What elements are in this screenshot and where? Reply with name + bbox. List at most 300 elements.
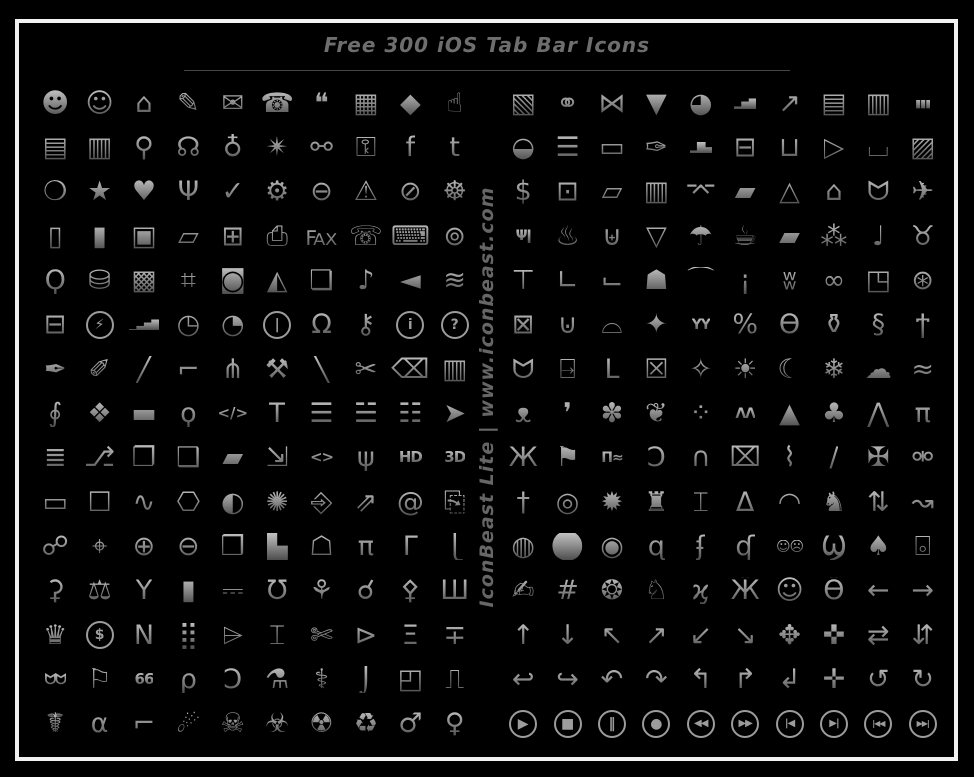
pool-ladder-icon: Π≈ bbox=[601, 449, 623, 466]
page-title: Free 300 iOS Tab Bar Icons bbox=[323, 33, 651, 57]
tablet-icon: ▮ bbox=[92, 220, 108, 252]
lock-icon: ⚿ bbox=[355, 132, 377, 164]
document-icon: ❑ bbox=[176, 442, 201, 474]
lightbulb-icon: ϙ bbox=[180, 398, 197, 430]
waste-bin-icon: ▥ bbox=[643, 176, 670, 208]
guitar-icon: ʄ bbox=[696, 531, 706, 563]
strategy-play-icon: ↝ bbox=[911, 486, 935, 518]
collapse-arrows-icon: ✜ bbox=[822, 619, 846, 651]
volume-icon: ◄ bbox=[399, 265, 421, 297]
code-block-icon: </> bbox=[217, 404, 249, 423]
crown-icon: ♛ bbox=[43, 619, 68, 651]
flashlight-icon: ⊳ bbox=[354, 619, 378, 651]
hanger-icon: ⌒ bbox=[687, 265, 715, 297]
stopwatch-icon: ◔ bbox=[220, 309, 245, 341]
film-strip-icon: ⌗ bbox=[180, 265, 196, 297]
dumbbell-icon: ⌶ bbox=[692, 486, 709, 518]
kitchen-utensils-icon: ⚳ bbox=[45, 575, 66, 607]
shuriken-icon: ✠ bbox=[867, 442, 890, 474]
tennis-ball-icon: ◍ bbox=[511, 531, 535, 563]
record-icon: ● bbox=[642, 710, 670, 738]
whistle-icon: ɋ bbox=[647, 531, 665, 563]
gear-icon: ⚙ bbox=[265, 176, 290, 208]
kettlebell-weight-icon: Δ bbox=[735, 486, 755, 518]
arrow-right-icon: → bbox=[911, 575, 935, 607]
mountains-icon: ΛΛ bbox=[735, 405, 755, 422]
car-icon: ᗢ bbox=[867, 176, 890, 208]
bomb-icon: ☄ bbox=[176, 708, 201, 740]
folder-icon: ▰ bbox=[222, 442, 244, 474]
eraser-icon: ⌫ bbox=[391, 353, 430, 385]
archive-binders-icon: ▮▮▮ bbox=[915, 96, 931, 110]
podium-ranking-icon: ▂█▄ bbox=[689, 141, 712, 155]
forklift-icon: ᒪ bbox=[604, 353, 620, 385]
info-circle-icon: i bbox=[396, 311, 424, 339]
lightning-circle-icon: ⚡ bbox=[86, 311, 114, 339]
play-icon: ▶ bbox=[509, 710, 537, 738]
clock-icon: ◷ bbox=[176, 309, 201, 341]
paperclip-icon: ∮ bbox=[48, 398, 63, 430]
radiation-icon: ☢ bbox=[309, 708, 334, 740]
tic-tac-toe-icon: # bbox=[556, 575, 579, 607]
champagne-glasses-icon: YY bbox=[691, 316, 710, 333]
calendar-icon: ▦ bbox=[353, 87, 379, 119]
picnic-table-icon: π bbox=[914, 398, 931, 430]
torch-icon: ϯ bbox=[915, 309, 930, 341]
email-icon: ✉ bbox=[221, 87, 245, 119]
turn-left-icon: ↰ bbox=[689, 664, 713, 696]
chip-icon: ▩ bbox=[131, 265, 157, 297]
car-side-icon: ᗢ bbox=[511, 353, 535, 385]
route-66-sign-icon: 66 bbox=[134, 670, 154, 689]
ocean-wave-icon: ⌇ bbox=[782, 442, 797, 474]
rooster-icon: ϗ bbox=[691, 575, 710, 607]
sketch-pad-icon: ✍ bbox=[511, 575, 535, 607]
sack-icon: Ʊ bbox=[266, 575, 288, 607]
arrow-up-icon: ↑ bbox=[511, 619, 535, 651]
organizer-icon: ▥ bbox=[865, 87, 892, 119]
fast-forward-icon: ▶▶ bbox=[731, 710, 759, 738]
brightness-icon: ✺ bbox=[265, 486, 289, 518]
music-note-icon: ♪ bbox=[357, 265, 375, 297]
swap-vertical-icon: ⇵ bbox=[911, 619, 935, 651]
biohazard-icon: ☣ bbox=[265, 708, 290, 740]
prohibited-icon: ⊘ bbox=[399, 176, 422, 208]
tent-icon: ⋀ bbox=[867, 398, 890, 430]
trophy-icon: Ψ bbox=[177, 176, 199, 208]
siren-alarm-icon: ❂ bbox=[600, 575, 624, 607]
previous-track-icon: |◀◀ bbox=[864, 710, 892, 738]
tshirt-icon: ⊤ bbox=[511, 265, 535, 297]
power-icon: | bbox=[263, 311, 291, 339]
man-figure-icon: ♂ bbox=[398, 708, 423, 740]
browser-window-icon: ❐ bbox=[131, 442, 157, 474]
scissors-icon: ✂ bbox=[354, 353, 378, 385]
fork-knife-icon: Ψǀ bbox=[515, 228, 531, 245]
title-divider bbox=[184, 70, 790, 71]
transform-icon: ⇲ bbox=[265, 442, 289, 474]
paint-roller-icon: ⌐ bbox=[177, 353, 200, 385]
share-nodes-icon: ☍ bbox=[41, 531, 69, 563]
amphora-icon: ⚱ bbox=[822, 309, 846, 341]
cigarette-icon: ⌐ bbox=[132, 708, 156, 740]
satellite-icon: ✧ bbox=[689, 353, 713, 385]
fountain-pen-icon: ✒ bbox=[43, 353, 67, 385]
flower-pot-icon: ⚘ bbox=[309, 575, 334, 607]
table-icon: π bbox=[357, 531, 375, 563]
tombstone-icon: ∩ bbox=[690, 442, 711, 474]
flag-icon: ⚑ bbox=[555, 442, 580, 474]
question-circle-icon: ? bbox=[441, 311, 469, 339]
signal-bars-icon: ▁▃▅▇ bbox=[129, 318, 159, 332]
trash-can-icon: ▥ bbox=[441, 353, 468, 385]
drawer-cabinet-icon: ☰ bbox=[555, 132, 580, 164]
boy-face-icon: ☺ bbox=[775, 575, 804, 607]
quotes-icon: ❝ bbox=[314, 87, 329, 119]
arrow-down-left-icon: ↙ bbox=[689, 619, 713, 651]
house-icon: ⌂ bbox=[825, 176, 843, 208]
sock-icon: ⌙ bbox=[600, 265, 624, 297]
align-left-icon: ☰ bbox=[309, 398, 334, 430]
bezier-curve-icon: ∿ bbox=[132, 486, 156, 518]
rewind-icon: ◀◀ bbox=[687, 710, 715, 738]
copy-stack-icon: ⎘ bbox=[443, 486, 466, 518]
drink-cup-icon: ⊎ bbox=[602, 220, 622, 252]
cube-icon: ⎔ bbox=[176, 486, 201, 518]
clapperboard-icon: ◭ bbox=[266, 265, 288, 297]
pine-tree-icon: ▲ bbox=[779, 398, 800, 430]
fax-icon: ℻ bbox=[305, 220, 338, 252]
arrow-left-icon: ← bbox=[867, 575, 890, 607]
user-male-icon: ☻ bbox=[41, 87, 70, 119]
mouse-icon: ⊚ bbox=[443, 220, 467, 252]
lifebuoy-icon: ☸ bbox=[442, 176, 467, 208]
heart-icon: ♥ bbox=[131, 176, 157, 208]
bottle-icon: ▮ bbox=[180, 575, 196, 607]
car-battery-icon: ∓ bbox=[443, 619, 467, 651]
pliers-icon: ✄ bbox=[310, 619, 333, 651]
uturn-up-icon: ↶ bbox=[600, 664, 624, 696]
twitter-icon: t bbox=[449, 132, 460, 164]
pipe-icon: ⎩ bbox=[444, 531, 465, 563]
pushpin-icon: ✑ bbox=[645, 132, 668, 164]
wrench-icon: ⋔ bbox=[221, 353, 245, 385]
elevator-icon: ⇅ bbox=[867, 486, 890, 518]
devil-face-icon: Ӫ bbox=[823, 575, 845, 607]
hierarchy-icon: ⎇ bbox=[84, 442, 116, 474]
chess-rook-icon: ♜ bbox=[644, 486, 669, 518]
pizza-slice-icon: ▽ bbox=[645, 220, 667, 252]
hose-icon: ☌ bbox=[356, 575, 375, 607]
thumbs-up-icon: ☝ bbox=[446, 87, 463, 119]
hand-stop-icon: ψ bbox=[357, 442, 375, 474]
tag-icon: ◆ bbox=[399, 87, 421, 119]
bar-chart-icon: ▂▅▇ bbox=[733, 96, 757, 110]
barrier-icon: Ξ bbox=[401, 619, 419, 651]
graduation-cap-icon: ✦ bbox=[645, 309, 668, 341]
printer-icon: ⎙ bbox=[266, 220, 288, 252]
minus-circle-dark-icon: ⊖ bbox=[177, 531, 200, 563]
racing-flags-icon: ⚐ bbox=[87, 664, 112, 696]
arrow-up-left-icon: ↖ bbox=[600, 619, 624, 651]
dog-icon: ♞ bbox=[821, 486, 847, 518]
plus-circle-icon: ⊕ bbox=[132, 531, 156, 563]
bullet-list-icon: ☷ bbox=[398, 398, 423, 430]
grapes-icon: ⁂ bbox=[820, 220, 848, 252]
eyedropper-icon: ╲ bbox=[313, 353, 330, 385]
paw-print-icon: ⁘ bbox=[689, 398, 713, 430]
dollar-coin-icon: $ bbox=[86, 621, 114, 649]
redo-arrow-icon: ↪ bbox=[556, 664, 579, 696]
light-switch-icon: ⌶ bbox=[269, 619, 286, 651]
basketball-icon: ◉ bbox=[600, 531, 624, 563]
abacus-icon: ⣿ bbox=[178, 619, 199, 651]
camper-trailer-icon: ⌧ bbox=[729, 442, 761, 474]
arrow-up-right-icon: ↗ bbox=[645, 619, 668, 651]
bell-icon: Ω bbox=[311, 309, 332, 341]
plug-connection-icon: ⎓ bbox=[221, 575, 244, 607]
home-icon: ⌂ bbox=[135, 87, 153, 119]
sneaker-icon: ∟ bbox=[556, 265, 579, 297]
hd-badge-icon: HD bbox=[398, 448, 422, 467]
door-hanger-icon: § bbox=[871, 309, 886, 341]
line-graph-icon: ↗ bbox=[778, 87, 801, 119]
screwdriver-icon: ╱ bbox=[135, 353, 153, 385]
baby-stroller-icon: ⌓ bbox=[601, 309, 623, 341]
turn-down-left-icon: ↲ bbox=[778, 664, 801, 696]
uturn-down-icon: ↷ bbox=[645, 664, 668, 696]
star-icon: ★ bbox=[87, 176, 112, 208]
wifi-icon: ≋ bbox=[443, 265, 467, 297]
shopping-cart-icon: ⊔ bbox=[779, 132, 801, 164]
safe-icon: ⊡ bbox=[556, 176, 579, 208]
button-icon: ⊛ bbox=[911, 265, 935, 297]
rotate-ccw-icon: ↺ bbox=[867, 664, 890, 696]
microphone-icon: Ϙ bbox=[44, 265, 66, 297]
dollar-sign-icon: $ bbox=[514, 176, 532, 208]
align-blocks-icon: ☱ bbox=[353, 398, 379, 430]
spray-bottle-icon: ¡ bbox=[739, 265, 751, 297]
turn-right-icon: ↱ bbox=[733, 664, 757, 696]
book-bookmark-icon: ❒ bbox=[220, 531, 245, 563]
ruler-icon: ▬ bbox=[131, 398, 157, 430]
3d-badge-icon: 3D bbox=[444, 448, 466, 467]
next-track-icon: ▶▶| bbox=[909, 710, 937, 738]
noodles-bowl-icon: ♨ bbox=[555, 220, 580, 252]
windmill-icon: Ж bbox=[508, 442, 538, 474]
beetle-icon: Ӝ bbox=[730, 575, 760, 607]
warning-icon: ⚠ bbox=[353, 176, 379, 208]
stop-icon: ■ bbox=[554, 710, 582, 738]
test-tube-icon: ⚗ bbox=[265, 664, 290, 696]
rotate-cw-icon: ↻ bbox=[911, 664, 935, 696]
server-icon: ▤ bbox=[821, 87, 847, 119]
compass-icon: ✴ bbox=[265, 132, 289, 164]
heartbeat-pulse-icon: ⎍ bbox=[445, 664, 465, 696]
pause-icon: ‖ bbox=[598, 710, 626, 738]
battery-icon: ⊟ bbox=[43, 309, 67, 341]
tree-icon: ♣ bbox=[821, 398, 847, 430]
stethoscope-icon: ⚕ bbox=[314, 664, 329, 696]
search-icon: ⚲ bbox=[134, 132, 154, 164]
hammer-icon: ⚒ bbox=[265, 353, 290, 385]
facebook-icon: f bbox=[405, 132, 416, 164]
coffee-cup-icon: ☕ bbox=[733, 220, 758, 252]
mobile-phone-icon: ☏ bbox=[349, 220, 383, 252]
knife-icon: ∕ bbox=[829, 442, 839, 474]
exit-box-icon: ⎆ bbox=[310, 486, 333, 518]
playing-cards-icon: ♠ bbox=[866, 531, 891, 563]
bathroom-scale-icon: ◳ bbox=[865, 265, 892, 297]
text-icon: T bbox=[268, 398, 286, 430]
sword-icon: † bbox=[516, 486, 530, 518]
necktie-icon: ▼ bbox=[645, 87, 667, 119]
comb-icon: ʬ bbox=[782, 265, 797, 297]
arrow-down-right-icon: ↘ bbox=[733, 619, 757, 651]
sticky-note-icon: ▱ bbox=[601, 176, 623, 208]
newspaper-icon: ▥ bbox=[86, 132, 113, 164]
credit-card-icon: ⊟ bbox=[733, 132, 757, 164]
fence-icon: Ш bbox=[440, 575, 470, 607]
backpack-icon: ◠ bbox=[777, 486, 802, 518]
microphone-handheld-icon: ʠ bbox=[735, 531, 755, 563]
gift-icon: ⊠ bbox=[511, 309, 535, 341]
minus-circle-icon: ⊖ bbox=[310, 176, 333, 208]
arrow-down-icon: ↓ bbox=[556, 619, 579, 651]
target-icon: ⌖ bbox=[91, 531, 108, 563]
expand-corner-icon: ⇗ bbox=[354, 486, 378, 518]
moon-stars-icon: ☾ bbox=[777, 353, 802, 385]
binoculars-icon: ⚭ bbox=[556, 87, 579, 119]
keyboard-icon: ⌨ bbox=[390, 220, 430, 252]
woman-figure-icon: ♀ bbox=[444, 708, 465, 740]
thermometer-icon: ⌡ bbox=[358, 664, 373, 696]
scale-weighing-icon: ⚖ bbox=[87, 575, 112, 607]
paint-bucket-icon: ❖ bbox=[87, 398, 112, 430]
camera-icon: ◙ bbox=[219, 265, 246, 297]
key-icon: ⚷ bbox=[356, 309, 376, 341]
wind-icon: ≈ bbox=[911, 353, 935, 385]
skull-crossbones-icon: ☠ bbox=[220, 708, 245, 740]
map-pin-icon: ρ bbox=[179, 664, 197, 696]
awareness-ribbon-icon: α bbox=[90, 708, 109, 740]
wine-glass-icon: Y bbox=[135, 575, 153, 607]
link-icon: ⚯ bbox=[310, 132, 333, 164]
pencil-icon: ✎ bbox=[177, 87, 200, 119]
monitor-icon: ▣ bbox=[131, 220, 157, 252]
spiral-icon: @ bbox=[396, 486, 424, 518]
cursor-icon: ➤ bbox=[443, 398, 467, 430]
recycle-icon: ♻ bbox=[353, 708, 379, 740]
protractor-icon: ◒ bbox=[511, 132, 535, 164]
inbox-tray-icon: ⌴ bbox=[867, 132, 890, 164]
cloud-icon: ☁ bbox=[864, 353, 892, 385]
raccoon-face-icon: ᴥ bbox=[515, 398, 532, 430]
atm-icon: ⌤ bbox=[685, 176, 717, 208]
ticket-icon: ⌻ bbox=[914, 531, 931, 563]
address-book-icon: ▤ bbox=[42, 132, 68, 164]
head-profile-icon: Ɔ bbox=[223, 664, 243, 696]
watermark-text: IconBeast Lite | www.iconbeast.com bbox=[476, 186, 498, 608]
glasses-icon: ∞ bbox=[822, 265, 846, 297]
chocolate-bar-icon: ▰ bbox=[779, 220, 800, 252]
globe-icon: ♁ bbox=[222, 132, 243, 164]
skip-to-end-icon: ▶| bbox=[820, 710, 848, 738]
icon-grid-right bbox=[501, 81, 945, 746]
database-icon: ⛁ bbox=[88, 265, 111, 297]
fire-flame-icon: ❦ bbox=[645, 398, 668, 430]
rectangle-icon: ▭ bbox=[42, 486, 68, 518]
truck-icon: ⍈ bbox=[559, 353, 576, 385]
daisy-flower-icon: ✽ bbox=[600, 398, 624, 430]
sun-icon: ☀ bbox=[733, 353, 758, 385]
handcuffs-icon: ⚮ bbox=[911, 442, 935, 474]
mushroom-icon: ☂ bbox=[688, 220, 713, 252]
wheel-icon: ◎ bbox=[555, 486, 580, 518]
pie-chart-icon: ◕ bbox=[688, 87, 713, 119]
lamp-icon: ☖ bbox=[309, 531, 334, 563]
briefcase-icon: ▧ bbox=[510, 87, 536, 119]
icon-grid-left bbox=[33, 81, 477, 746]
expand-arrows-icon: ✥ bbox=[778, 619, 801, 651]
traffic-jam-icon: ᗢᗢ bbox=[44, 671, 66, 688]
iphone-icon: ▯ bbox=[47, 220, 63, 252]
caduceus-icon: ☤ bbox=[46, 708, 65, 740]
water-drop-icon: ❜ bbox=[563, 398, 572, 430]
pyramid-icon: △ bbox=[779, 176, 800, 208]
magic-hat-icon: Ϣ bbox=[821, 531, 847, 563]
check-circle-icon: ✓ bbox=[221, 176, 245, 208]
selection-dashed-icon: ☐ bbox=[87, 486, 112, 518]
chicken-leg-icon: ♩ bbox=[871, 220, 885, 252]
armchair-icon: ▙ bbox=[266, 531, 288, 563]
new-badge-icon: N bbox=[133, 619, 155, 651]
code-brackets-icon: <> bbox=[309, 448, 334, 467]
airplane-icon: ✈ bbox=[911, 176, 935, 208]
rss-icon: ☊ bbox=[176, 132, 201, 164]
marker-icon: ✐ bbox=[88, 353, 111, 385]
skip-to-start-icon: |◀ bbox=[776, 710, 804, 738]
horse-icon: ♘ bbox=[644, 575, 669, 607]
contrast-icon: ◐ bbox=[220, 486, 245, 518]
chat-bubble-icon: ❍ bbox=[43, 176, 68, 208]
wallet-icon: ▰ bbox=[734, 176, 756, 208]
cctv-camera-icon: ⌲ bbox=[222, 619, 244, 651]
onion-icon: ♉ bbox=[910, 220, 935, 252]
theater-masks-icon: ☺☹ bbox=[775, 538, 804, 555]
soccer-ball-icon: ⚽ bbox=[550, 531, 585, 563]
wheelbarrow-icon: ⚴ bbox=[400, 575, 421, 607]
photos-icon: ❏ bbox=[309, 265, 334, 297]
id-card-icon: ▭ bbox=[599, 132, 625, 164]
sun-hat-icon: ☗ bbox=[644, 265, 669, 297]
handbag-icon: ⊍ bbox=[557, 309, 578, 341]
lantern-icon: Ѳ bbox=[778, 309, 801, 341]
calculator-icon: ⊞ bbox=[221, 220, 245, 252]
presentation-board-icon: ▨ bbox=[909, 132, 936, 164]
undo-arrow-icon: ↩ bbox=[511, 664, 535, 696]
swap-horizontal-icon: ⇄ bbox=[867, 619, 890, 651]
phone-icon: ☎ bbox=[260, 87, 294, 119]
user-female-icon: ☺ bbox=[85, 87, 114, 119]
move-arrows-icon: ✛ bbox=[822, 664, 846, 696]
package-box-icon: ☒ bbox=[644, 353, 669, 385]
balloons-icon: % bbox=[732, 309, 758, 341]
snowflake-icon: ❄ bbox=[822, 353, 846, 385]
megaphone-icon: ▷ bbox=[823, 132, 845, 164]
laptop-icon: ▱ bbox=[177, 220, 199, 252]
saw-blade-icon: ✹ bbox=[600, 486, 624, 518]
